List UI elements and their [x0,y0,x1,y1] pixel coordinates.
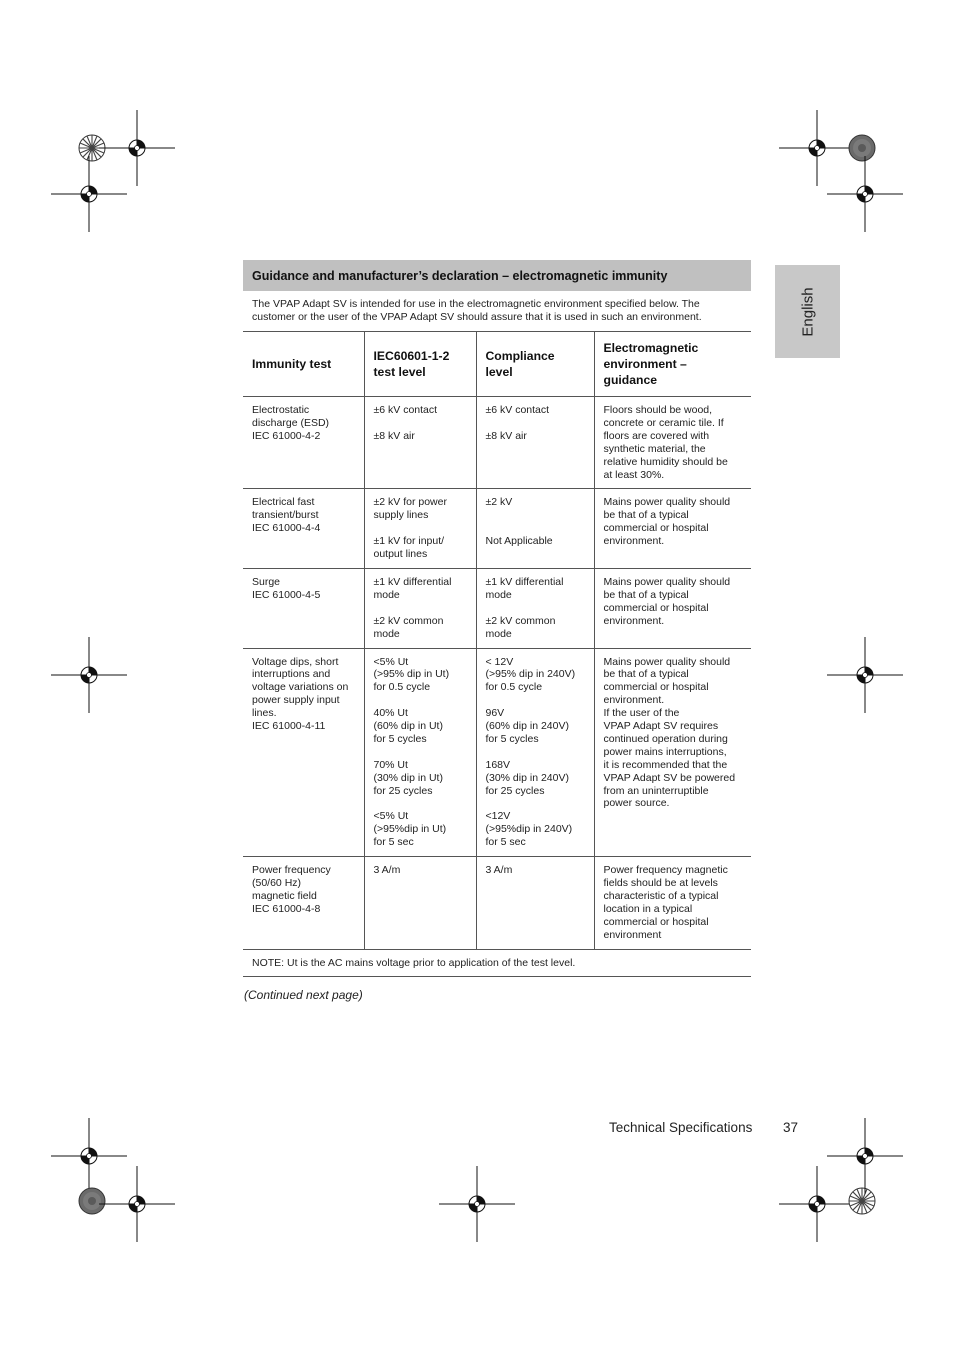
column-header: Immunity test [243,332,364,397]
table-cell: Mains power quality should be that of a typical commercial or hospital environment. If the user of the VPAP Adapt SV requires continued operation during power mains interruptions, it is recommended that the VPAP Adapt SV be powered from an uninterruptible power source. [603,655,736,810]
table-row [243,397,751,489]
table-cell: Voltage dips, short interruptions and voltage variations on power supply input lines. IEC 61000-4-11 [243,648,364,857]
column-header: IEC60601-1-2 test level [364,332,476,397]
table-cell: ±6 kV contact ±8 kV air [476,397,594,489]
page-number: 37 [783,1120,799,1135]
column-header: Electromagnetic environment – guidance [603,341,699,387]
table-cell: Floors should be wood, concrete or ceramic tile. If floors are covered with synthetic material, the relative humidity should be at least 30%. [603,404,728,481]
emc-immunity-declaration [243,260,751,1002]
table-cell: 3 A/m [364,857,476,949]
table-row [243,648,751,857]
table-cell: Electrical fast transient/burst IEC 61000-4-4 [243,489,364,569]
table-header-row [243,332,751,397]
table-note: NOTE: Ut is the AC mains voltage prior to application of the test level. [243,949,751,977]
table-cell: ±6 kV contact ±8 kV air [364,397,476,489]
intro-paragraph: The VPAP Adapt SV is intended for use in the electromagnetic environment specified below. The customer or the user of the VPAP Adapt SV should assure that it is used in such an environment. [243,291,751,332]
immunity-table [243,332,751,949]
table-cell: ±1 kV differential mode ±2 kV common mode [476,568,594,648]
footer-section-title: Technical Specifications [609,1120,753,1135]
table-cell: ±1 kV differential mode ±2 kV common mode [364,568,476,648]
table-row [243,568,751,648]
language-tab-label: English [799,286,816,337]
table-cell: ±2 kV Not Applicable [476,489,594,569]
table-cell: Mains power quality should be that of a typical commercial or hospital environment. [603,496,731,548]
table-cell: Electrostatic discharge (ESD) IEC 61000-4-2 [243,397,364,489]
table-cell: ±2 kV for power supply lines ±1 kV for input/ output lines [364,489,476,569]
table-cell: < 12V (>95% dip in 240V) for 0.5 cycle 96V (60% dip in 240V) for 5 cycles 168V (30% dip in 240V) for 25 cycles <12V (>95%dip in 240V) for 5 sec [476,648,594,857]
table-cell: 3 A/m [476,857,594,949]
language-tab [775,265,840,358]
table-cell: Power frequency magnetic fields should be at levels characteristic of a typical location in a typical commercial or hospital environment [603,864,728,941]
table-cell: Mains power quality should be that of a typical commercial or hospital environment. [603,575,731,627]
table-cell: <5% Ut (>95% dip in Ut) for 0.5 cycle 40% Ut (60% dip in Ut) for 5 cycles 70% Ut (30% dip in Ut) for 25 cycles <5% Ut (>95%dip in Ut) for 5 sec [364,648,476,857]
continued-notice: (Continued next page) [244,987,363,1002]
table-row [243,489,751,569]
table-cell: Surge IEC 61000-4-5 [243,568,364,648]
section-heading: Guidance and manufacturer’s declaration – electromagnetic immunity [243,260,751,291]
column-header: Compliance level [476,332,594,397]
table-cell: Power frequency (50/60 Hz) magnetic field IEC 61000-4-8 [243,857,364,949]
table-row [243,857,751,949]
